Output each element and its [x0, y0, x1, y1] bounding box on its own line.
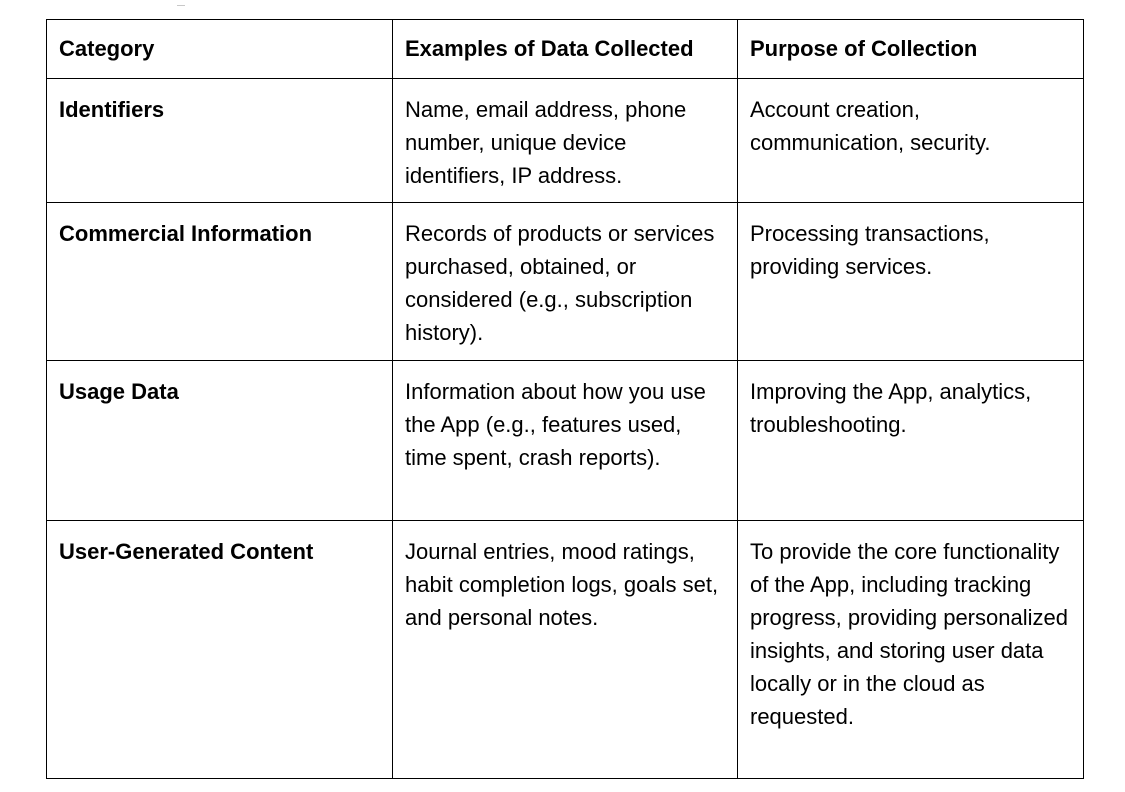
cell-purpose: Processing transactions, providing services. [738, 203, 1084, 361]
cell-category: User-Generated Content [47, 521, 393, 779]
table-row [47, 79, 1084, 203]
header-category: Category [47, 20, 393, 79]
header-purpose: Purpose of Collection [738, 20, 1084, 79]
header-examples: Examples of Data Collected [393, 20, 738, 79]
cell-examples: Journal entries, mood ratings, habit completion logs, goals set, and personal notes. [393, 521, 738, 779]
cell-purpose: To provide the core functionality of the App, including tracking progress, providing personalized insights, and storing user data locally or in the cloud as requested. [738, 521, 1084, 779]
table-row [47, 361, 1084, 521]
table-row [47, 203, 1084, 361]
cell-category: Usage Data [47, 361, 393, 521]
cell-examples: Information about how you use the App (e.g., features used, time spent, crash reports). [393, 361, 738, 521]
scan-artifact [177, 5, 185, 6]
cell-examples: Name, email address, phone number, unique device identifiers, IP address. [393, 79, 738, 203]
cell-purpose: Improving the App, analytics, troubleshooting. [738, 361, 1084, 521]
cell-purpose: Account creation, communication, security. [738, 79, 1084, 203]
table-row [47, 521, 1084, 779]
cell-category: Identifiers [47, 79, 393, 203]
data-collection-table [46, 19, 1084, 779]
cell-examples: Records of products or services purchased, obtained, or considered (e.g., subscription history). [393, 203, 738, 361]
table-header-row [47, 20, 1084, 79]
cell-category: Commercial Information [47, 203, 393, 361]
